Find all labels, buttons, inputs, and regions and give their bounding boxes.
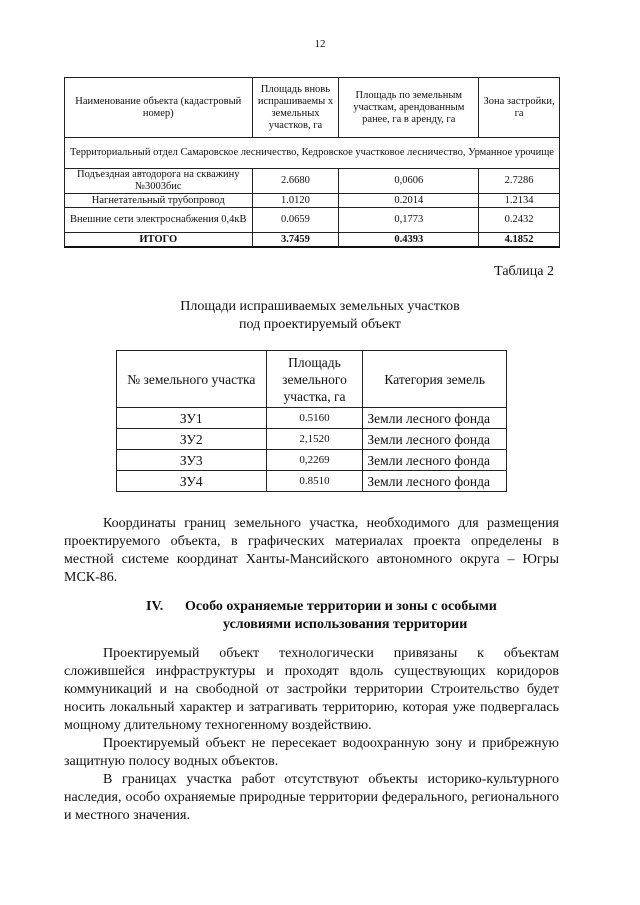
group-label: Территориальный отдел Самаровское лесничество, Кедровское участковое лесничество, Урманное урочище <box>65 138 560 169</box>
table-header-row <box>117 351 507 408</box>
header-plot-area: Площадь земельного участка, га <box>266 351 363 408</box>
plot-areas-table <box>116 350 507 492</box>
cell-rented-area: 0.2014 <box>339 194 479 208</box>
cell-rented-area: 0,0606 <box>339 169 479 194</box>
total-build-zone: 4.1852 <box>479 233 560 248</box>
coordinates-text: Координаты границ земельного участка, необходимого для размещения проектируемого объекта, в графических материалах проекта определены в местной системе координат Ханты-Мансийского автономного округа – Югры МСК-86. <box>64 516 559 585</box>
table2-title-line2: под проектируемый объект <box>239 317 401 332</box>
cell-build-zone: 2.7286 <box>479 169 560 194</box>
table-row <box>117 429 507 450</box>
header-object-name: Наименование объекта (кадастровый номер) <box>65 78 253 138</box>
body-paragraph: Проектируемый объект технологически привязаны к объектам сложившейся инфраструктуры и проходят вдоль существующих коридоров коммуникаций и на свободной от застройки территории Строительство будет носить локальный характер и затрагивать территорию, которая уже подвергалась мощному длительному техногенному воздействию. <box>64 646 559 733</box>
table-row <box>117 408 507 429</box>
cell-plot-id: ЗУ4 <box>117 471 267 492</box>
cell-plot-area: 0.5160 <box>266 408 363 429</box>
cell-object-name: Внешние сети электроснабжения 0,4кВ <box>65 208 253 233</box>
cell-plot-id: ЗУ2 <box>117 429 267 450</box>
page-number: 12 <box>314 38 326 50</box>
table-group-row <box>65 138 560 169</box>
cell-plot-area: 0,2269 <box>266 450 363 471</box>
cell-object-name: Нагнетательный трубопровод <box>65 194 253 208</box>
table-row <box>65 169 560 194</box>
cell-plot-id: ЗУ1 <box>117 408 267 429</box>
header-plot-number: № земельного участка <box>117 351 267 408</box>
cell-land-category: Земли лесного фонда <box>363 408 507 429</box>
header-new-area: Площадь вновь испрашиваемы х земельных участков, га <box>252 78 339 138</box>
cell-new-area: 2.6680 <box>252 169 339 194</box>
section-body <box>64 645 559 825</box>
header-land-category: Категория земель <box>363 351 507 408</box>
body-paragraph: В границах участка работ отсутствуют объекты историко-культурного наследия, особо охраняемые природные территории федерального, регионального и местного значения. <box>64 772 559 823</box>
land-area-table <box>64 77 560 248</box>
section-title-line1: Особо охраняемые территории и зоны с особыми <box>185 599 497 614</box>
coordinates-paragraph <box>64 515 559 587</box>
table2-caption: Таблица 2 <box>494 264 554 279</box>
section-title-line2: условиями использования территории <box>223 617 468 632</box>
total-new-area: 3.7459 <box>252 233 339 248</box>
body-paragraph: Проектируемый объект не пересекает водоохранную зону и прибрежную защитную полосу водных объектов. <box>64 736 559 769</box>
table-row <box>65 208 560 233</box>
table2-title-line1: Площади испрашиваемых земельных участков <box>180 299 460 314</box>
cell-land-category: Земли лесного фонда <box>363 450 507 471</box>
cell-object-name: Подъездная автодорога на скважину №3003бис <box>65 169 253 194</box>
table-total-row <box>65 233 560 248</box>
total-rented-area: 0.4393 <box>339 233 479 248</box>
cell-land-category: Земли лесного фонда <box>363 471 507 492</box>
cell-new-area: 0.0659 <box>252 208 339 233</box>
table-header-row <box>65 78 560 138</box>
header-build-zone: Зона застройки, га <box>479 78 560 138</box>
cell-rented-area: 0,1773 <box>339 208 479 233</box>
cell-plot-id: ЗУ3 <box>117 450 267 471</box>
table2-title <box>0 298 640 334</box>
cell-plot-area: 2,1520 <box>266 429 363 450</box>
cell-build-zone: 1.2134 <box>479 194 560 208</box>
cell-land-category: Земли лесного фонда <box>363 429 507 450</box>
table-row <box>117 471 507 492</box>
section-number: IV. <box>146 599 164 614</box>
cell-build-zone: 0.2432 <box>479 208 560 233</box>
table-row <box>117 450 507 471</box>
header-rented-area: Площадь по земельным участкам, арендованным ранее, га в аренду, га <box>339 78 479 138</box>
total-label: ИТОГО <box>65 233 253 248</box>
cell-new-area: 1.0120 <box>252 194 339 208</box>
cell-plot-area: 0.8510 <box>266 471 363 492</box>
table-row <box>65 194 560 208</box>
